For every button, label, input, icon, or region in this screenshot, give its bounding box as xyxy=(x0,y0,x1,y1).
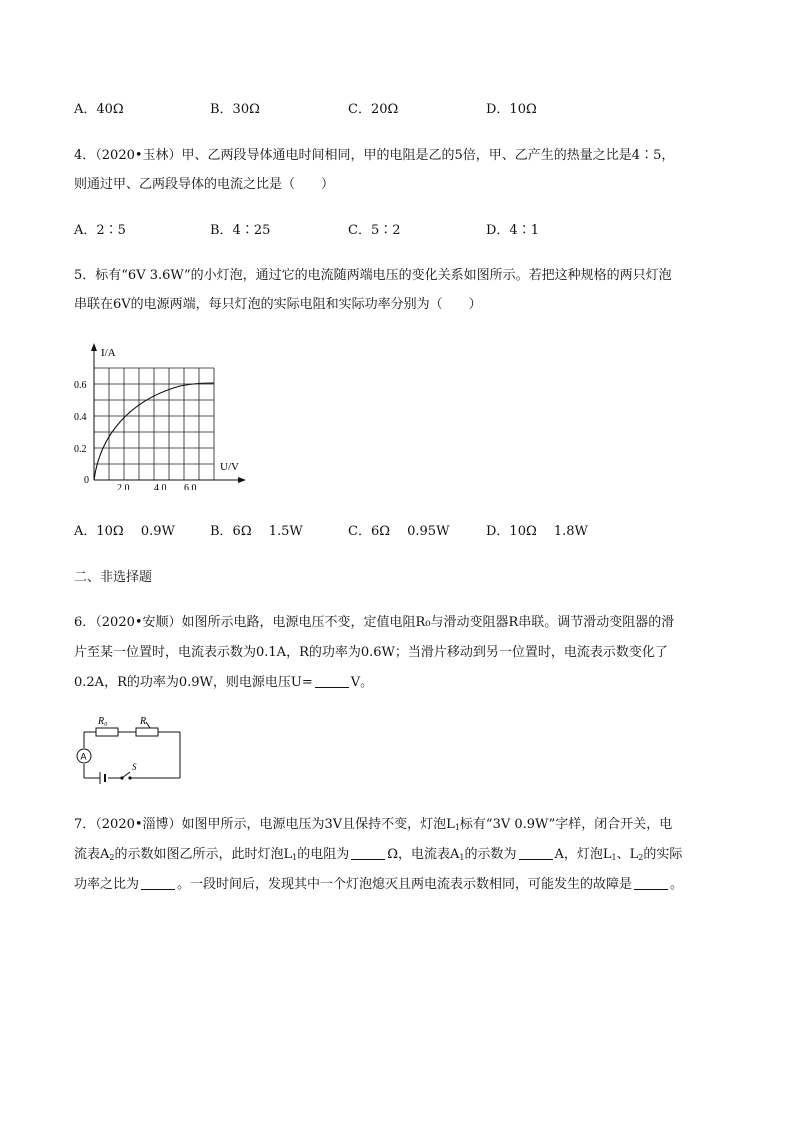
switch-contact-icon xyxy=(128,776,131,779)
section-heading: 二、非选择题 xyxy=(74,570,153,585)
r0-label: R₀ xyxy=(98,716,108,727)
q3-option-d[interactable]: D．10Ω xyxy=(486,102,537,117)
q4-option-b[interactable]: B．4∶25 xyxy=(210,223,271,238)
q7-l1-text-a: 7．（2020•淄博）如图甲所示，电源电压为3V且保持不变，灯泡L xyxy=(74,817,455,832)
q7-l2-text-d: Ω，电流表A xyxy=(387,847,460,862)
q4-option-a[interactable]: A．2∶5 xyxy=(74,223,126,238)
y-tick-0-2: 0.2 xyxy=(74,444,87,455)
q7-l3-text-b: 。一段时间后，发现其中一个灯泡熄灭且两电流表示数相同，可能发生的故障是 xyxy=(177,877,633,892)
q7-l2-text-h: 的实际 xyxy=(643,847,683,862)
series-circuit-diagram xyxy=(70,712,190,784)
q4-stem-line1: 4．（2020•玉林）甲、乙两段导体通电时间相同，甲的电阻是乙的5倍，甲、乙产生的热量之比是4∶5， xyxy=(74,148,675,163)
r-label: R xyxy=(140,716,147,727)
q4-option-d[interactable]: D．4∶1 xyxy=(486,223,539,238)
q4-stem-line2: 则通过甲、乙两段导体的电流之比是（ ） xyxy=(74,177,335,192)
rheostat-r-icon xyxy=(136,728,158,736)
x-tick-4-0: 4.0 xyxy=(154,483,167,490)
q7-l2-subscript: 1 xyxy=(459,853,465,862)
q5-option-a[interactable]: A．10Ω 0.9W xyxy=(74,524,175,539)
q5-stem-line2: 串联在6V的电源两端，每只灯泡的实际电阻和实际功率分别为（ ） xyxy=(74,297,482,312)
q3-option-c[interactable]: C．20Ω xyxy=(348,102,399,117)
y-axis-label: I/A xyxy=(101,347,116,359)
q7-stem-line3 xyxy=(74,875,683,895)
x-tick-2-0: 2.0 xyxy=(117,483,130,490)
q7-l3-text-c: 。 xyxy=(670,877,684,892)
q7-blank-current[interactable] xyxy=(519,847,553,860)
q7-stem-line2 xyxy=(74,845,682,868)
q5-stem-line1: 5．标有“6V 3.6W”的小灯泡，通过它的电流随两端电压的变化关系如图所示。若把这种规格的两只灯泡 xyxy=(74,268,672,283)
q7-l2-text-e: 的示数为 xyxy=(464,847,517,862)
q5-option-c[interactable]: C．6Ω 0.95W xyxy=(348,524,450,539)
x-axis-arrow-icon xyxy=(238,477,246,483)
q7-blank-fault[interactable] xyxy=(634,877,668,890)
q5-option-b[interactable]: B．6Ω 1.5W xyxy=(210,524,303,539)
q7-l2-text-b: 的示数如图乙所示，此时灯泡L xyxy=(114,847,293,862)
q7-blank-resistance[interactable] xyxy=(351,847,385,860)
q7-l1-subscript: 1 xyxy=(454,823,460,832)
q7-l2-text-c: 的电阻为 xyxy=(297,847,350,862)
q6-stem-line2: 片至某一位置时，电流表示数为0.1A，R的功率为0.6W；当滑片移动到另一位置时，电流表示数变化了 xyxy=(74,645,668,660)
q7-stem-line1 xyxy=(74,815,672,838)
x-tick-6-0: 6.0 xyxy=(184,483,197,490)
origin-label: 0 xyxy=(84,475,89,486)
y-axis-arrow-icon xyxy=(91,343,97,351)
q6-answer-blank[interactable] xyxy=(315,675,349,688)
iv-curve-graph xyxy=(70,340,250,490)
graph-grid xyxy=(94,368,214,480)
q6-stem-line1: 6．（2020•安顺）如图所示电路，电源电压不变，定值电阻R₀与滑动变阻器R串联。调节滑动变阻器的滑 xyxy=(74,615,675,630)
q7-l2-text-a: 流表A xyxy=(74,847,110,862)
ammeter-label: A xyxy=(80,751,87,762)
q3-option-b[interactable]: B．30Ω xyxy=(210,102,260,117)
q7-blank-power-ratio[interactable] xyxy=(141,877,175,890)
q6-stem-line3 xyxy=(74,673,373,693)
rheostat-slider-icon xyxy=(146,722,150,728)
q7-l2-text-g: 、L xyxy=(616,847,639,862)
q7-l2-text-f: A，灯泡L xyxy=(554,847,612,862)
q7-l2-subscript: 2 xyxy=(638,853,644,862)
q6-line3-text-b: V。 xyxy=(350,675,374,690)
q4-option-c[interactable]: C．5∶2 xyxy=(348,223,401,238)
q7-l2-subscript: 1 xyxy=(292,853,298,862)
q7-l1-text-b: 标有“3V 0.9W”字样，闭合开关，电 xyxy=(459,817,673,832)
resistor-r0-icon xyxy=(96,728,118,736)
y-tick-0-4: 0.4 xyxy=(74,412,87,423)
x-axis-label: U/V xyxy=(220,461,239,473)
switch-contact-icon xyxy=(120,776,123,779)
q7-l3-text-a: 功率之比为 xyxy=(74,877,140,892)
q7-l2-subscript: 1 xyxy=(611,853,617,862)
q7-l2-subscript: 2 xyxy=(109,853,115,862)
q3-option-a[interactable]: A．40Ω xyxy=(74,102,124,117)
q6-line3-text-a: 0.2A，R的功率为0.9W，则电源电压U= xyxy=(74,675,313,690)
y-tick-0-6: 0.6 xyxy=(74,380,87,391)
switch-label: S xyxy=(132,762,137,772)
q5-option-d[interactable]: D．10Ω 1.8W xyxy=(486,524,588,539)
